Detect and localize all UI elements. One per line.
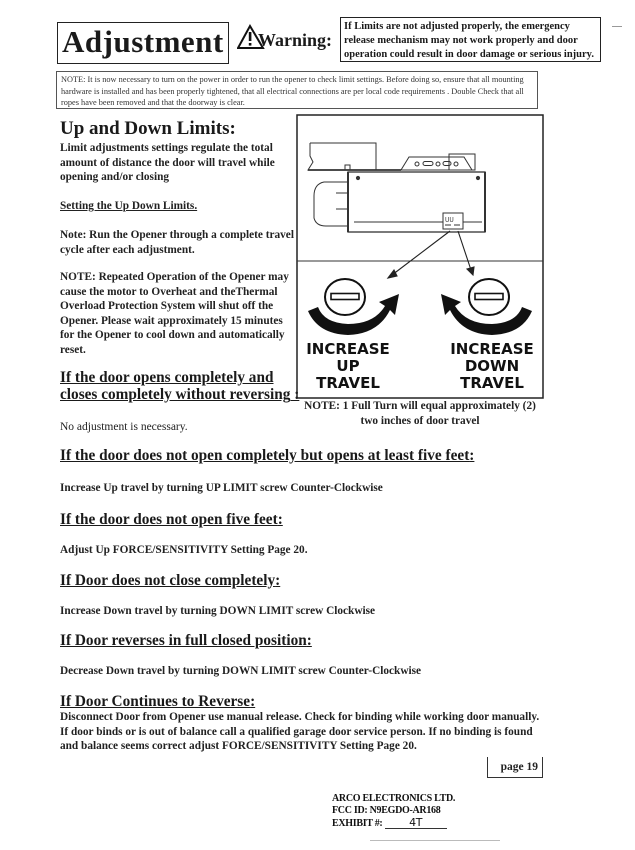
section-heading-text: If Door does not close completely — [60, 572, 276, 589]
section-heading-reverses-closed — [60, 632, 312, 650]
increase-down-label-line1: INCREASE — [450, 340, 534, 358]
limit-screw-diagram — [296, 114, 544, 412]
increase-up-label-line2: UP — [336, 357, 360, 375]
overheat-note: NOTE: Repeated Operation of the Opener may cause the motor to Overheat and theThermal Overload Protection System will shut off the Opener. Please wait approximately 15 minutes for the Opener to cool down and automatically reset. — [60, 271, 289, 356]
section-heading-text: If the door opens completely and closes completely without reversing — [60, 369, 291, 403]
scan-artifact-line — [370, 840, 500, 841]
exhibit-value: 4T — [385, 817, 447, 829]
section-body-opens-completely: No adjustment is necessary. — [60, 421, 188, 433]
exhibit-row — [332, 817, 455, 830]
increase-up-label-line3: TRAVEL — [316, 374, 380, 392]
up-limit-screw-icon — [308, 279, 399, 335]
page-number: page 19 — [487, 757, 543, 778]
limits-heading: Up and Down Limits: — [60, 118, 236, 139]
section-heading-text: If Door reverses in full closed position — [60, 632, 307, 649]
section-heading-suffix: : — [275, 572, 281, 589]
increase-down-label-line2: DOWN — [464, 357, 520, 375]
opener-unit-drawing — [308, 143, 485, 232]
limits-intro: Limit adjustments settings regulate the total amount of distance the door will travel while opening and/or closing — [60, 142, 275, 184]
section-body-continues-reverse: Disconnect Door from Opener use manual release. Check for binding while working door manually. If door binds or is out of balance call a qualified garage door service person. If no binding is found and balance seems correct adjust FORCE/SENSITIVITY Setting Page 20. — [60, 711, 540, 753]
exhibit-label: EXHIBIT #: — [332, 818, 383, 829]
setting-limits-link[interactable]: Setting the Up Down Limits. — [60, 200, 198, 212]
scan-artifact-mark — [612, 26, 622, 27]
power-note-text: NOTE: It is now necessary to turn on the power in order to run the opener to check limit settings. Before doing so, ensure that all mounting hardware is installed and has been properly tightened, that all electrical connections are per local code requirements . Double Check that all ropes have been removed and that the doorway is clear. — [61, 75, 524, 107]
section-heading-not-close-completely — [60, 572, 280, 590]
warning-label: Warning: — [258, 30, 333, 50]
section-heading-continues-reverse — [60, 693, 255, 711]
section-heading-text: If Door Continues to Reverse — [60, 693, 251, 710]
section-body-not-close-completely: Increase Down travel by turning DOWN LIMIT screw Clockwise — [60, 605, 376, 617]
power-note-box — [56, 71, 538, 109]
warning-text: If Limits are not adjusted properly, the emergency release mechanism may not work properly and door operation could result in door damage or serious injury. — [344, 21, 594, 60]
full-turn-note: NOTE: 1 Full Turn will equal approximately (2) two inches of door travel — [304, 400, 536, 427]
section-body-not-open-five-feet: Adjust Up FORCE/SENSITIVITY Setting Page 20. — [60, 544, 308, 556]
section-heading-suffix: : — [290, 386, 300, 403]
fcc-id: FCC ID: N9EGDO-AR168 — [332, 805, 441, 816]
section-heading-opens-completely — [60, 369, 300, 403]
run-opener-note: Note: Run the Opener through a complete travel cycle after each adjustment. — [60, 229, 294, 256]
section-body-not-open-completely: Increase Up travel by turning UP LIMIT screw Counter-Clockwise — [60, 482, 383, 494]
warning-box — [340, 17, 601, 62]
section-heading-suffix: : — [469, 447, 475, 464]
section-heading-suffix: : — [277, 511, 283, 528]
page-title: Adjustment — [62, 24, 224, 59]
section-heading-not-open-five-feet — [60, 511, 283, 529]
section-body-reverses-closed: Decrease Down travel by turning DOWN LIMIT screw Counter-Clockwise — [60, 665, 422, 677]
pointer-arrows — [388, 231, 474, 278]
section-heading-suffix: : — [306, 632, 312, 649]
section-heading-not-open-completely — [60, 447, 474, 465]
company-name: ARCO ELECTRONICS LTD. — [332, 793, 456, 804]
down-limit-screw-icon — [441, 279, 532, 335]
fcc-stamp — [332, 793, 455, 830]
increase-up-label-line1: INCREASE — [306, 340, 390, 358]
increase-down-label-line3: TRAVEL — [460, 374, 524, 392]
svg-text:ᑌᑌ: ᑌᑌ — [445, 217, 454, 224]
section-heading-text: If the door does not open completely but opens at least five feet — [60, 447, 470, 464]
section-heading-text: If the door does not open five feet — [60, 511, 278, 528]
section-heading-suffix: : — [250, 693, 256, 710]
